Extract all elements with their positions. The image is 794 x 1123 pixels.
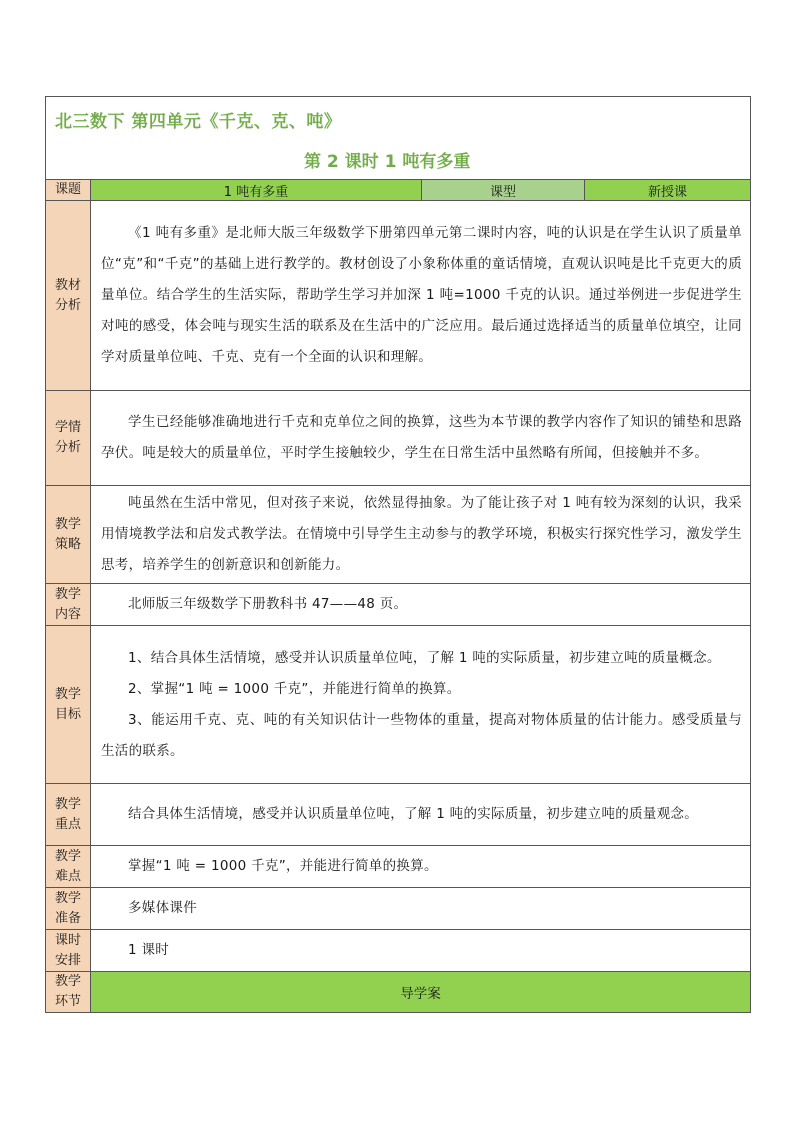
- material-label: 教材 分析: [46, 201, 91, 391]
- content-text: 北师版三年级数学下册教科书 47——48 页。: [128, 596, 408, 612]
- student-row: [46, 391, 751, 486]
- type-label: 课型: [422, 180, 585, 201]
- lesson-plan-document: [45, 96, 750, 1013]
- schedule-row: [46, 930, 751, 972]
- material-text: 《1 吨有多重》是北师大版三年级数学下册第四单元第二课时内容，吨的认识是在学生认识了质量单位“克”和“千克”的基础上进行教学的。教材创设了小象称体重的童话情境，直观认识吨是比千克更大的质量单位。结合学生的生活实际，帮助学生学习并加深 1 吨=1000 千克的认识。通过举例进一步促进学生对吨的感受，体会吨与现实生活的联系及在生活中的广泛应用。最后通过选择适当的质量单位填空，让同学对质量单位吨、千克、克有一个全面的认识和理解。: [101, 225, 742, 365]
- difficulty-label: 教学 难点: [46, 846, 91, 888]
- header-row: [46, 180, 751, 201]
- goal-item: 2、掌握“1 吨 = 1000 千克”，并能进行简单的换算。: [128, 680, 461, 697]
- process-value: 导学案: [91, 972, 751, 1013]
- goals-row: [46, 626, 751, 784]
- goals-label: 教学 目标: [46, 626, 91, 784]
- strategy-label: 教学 策略: [46, 486, 91, 584]
- strategy-row: [46, 486, 751, 584]
- difficulty-text: 掌握“1 吨 = 1000 千克”，并能进行简单的换算。: [128, 858, 438, 874]
- topic-label: 课题: [46, 180, 91, 201]
- key-label: 教学 重点: [46, 784, 91, 846]
- process-label: 教学 环节: [46, 972, 91, 1013]
- material-row: [46, 201, 751, 391]
- goal-item: 1、结合具体生活情境，感受并认识质量单位吨，了解 1 吨的实际质量，初步建立吨的质量概念。: [128, 649, 721, 666]
- title-cell: [46, 97, 751, 180]
- process-row: [46, 972, 751, 1013]
- schedule-label: 课时 安排: [46, 930, 91, 972]
- key-text: 结合具体生活情境，感受并认识质量单位吨，了解 1 吨的实际质量，初步建立吨的质量观念。: [128, 806, 699, 822]
- strategy-text: 吨虽然在生活中常见，但对孩子来说，依然显得抽象。为了能让孩子对 1 吨有较为深刻的认识，我采用情境教学法和启发式教学法。在情境中引导学生主动参与的教学环境，积极实行探究性学习，激发学生思考，培养学生的创新意识和创新能力。: [101, 495, 742, 573]
- difficulty-row: [46, 846, 751, 888]
- prep-row: [46, 888, 751, 930]
- content-label: 教学 内容: [46, 584, 91, 626]
- topic-value: 1 吨有多重: [91, 180, 422, 201]
- document-title: 北三数下 第四单元《千克、克、吨》: [55, 112, 342, 132]
- prep-text: 多媒体课件: [128, 900, 197, 916]
- student-text: 学生已经能够准确地进行千克和克单位之间的换算，这些为本节课的教学内容作了知识的铺垫和思路孕伏。吨是较大的质量单位，平时学生接触较少，学生在日常生活中虽然略有所闻，但接触并不多。: [101, 414, 742, 461]
- content-row: [46, 584, 751, 626]
- schedule-text: 1 课时: [128, 942, 170, 958]
- key-row: [46, 784, 751, 846]
- lesson-plan-table: [45, 96, 751, 1013]
- goal-item: 3、能运用千克、克、吨的有关知识估计一些物体的重量，提高对物体质量的估计能力。感受质量与生活的联系。: [101, 711, 742, 759]
- student-label: 学情 分析: [46, 391, 91, 486]
- type-value: 新授课: [585, 180, 751, 201]
- lesson-subtitle: 第 2 课时 1 吨有多重: [304, 152, 471, 172]
- prep-label: 教学 准备: [46, 888, 91, 930]
